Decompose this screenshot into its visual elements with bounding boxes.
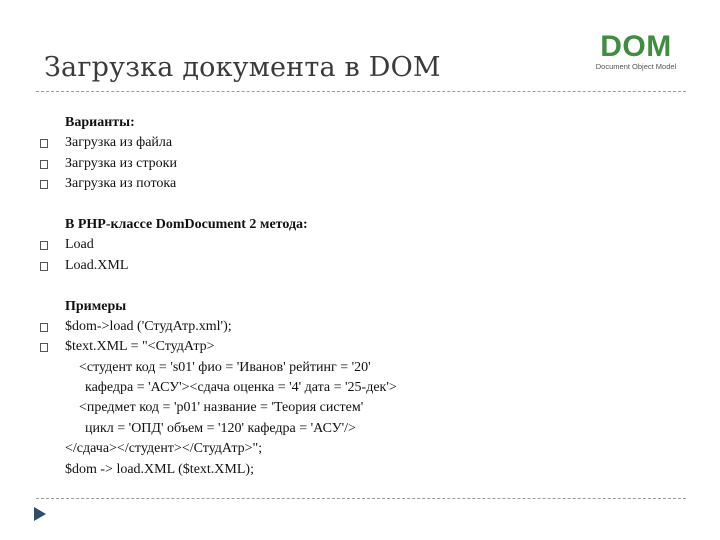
code-line: кафедра = 'АСУ'><сдача оценка = '4' дата = '25-дек'> bbox=[85, 380, 397, 396]
slide-title: Загрузка документа в DOM bbox=[44, 52, 441, 83]
bullet-item bbox=[36, 317, 676, 337]
section-heading: В PHP-классе DomDocument 2 метода: bbox=[65, 216, 308, 232]
bullet-item bbox=[36, 174, 676, 194]
bottom-divider bbox=[36, 498, 686, 499]
top-divider bbox=[36, 91, 686, 92]
square-bullet-icon bbox=[40, 241, 48, 250]
code-line: цикл = 'ОПД' объем = '120' кафедра = 'АСУ'/> bbox=[85, 420, 356, 436]
section-heading: Примеры bbox=[65, 298, 127, 314]
bullet-text: $dom->load ('СтудАтр.xml'); bbox=[65, 318, 232, 334]
square-bullet-icon bbox=[40, 262, 48, 271]
spacer bbox=[36, 195, 676, 215]
bullet-item bbox=[36, 256, 676, 276]
dom-logo bbox=[590, 32, 682, 71]
slide-content bbox=[36, 113, 676, 480]
code-line: </сдача></студент></СтудАтр>"; bbox=[65, 441, 263, 457]
square-bullet-icon bbox=[40, 180, 48, 189]
logo-text: DOM bbox=[600, 30, 672, 63]
code-line: <предмет код = 'p01' название = 'Теория систем' bbox=[79, 400, 364, 416]
play-triangle-icon[interactable] bbox=[34, 507, 46, 521]
square-bullet-icon bbox=[40, 323, 48, 332]
logo-subtitle: Document Object Model bbox=[595, 62, 677, 71]
spacer bbox=[36, 276, 676, 296]
square-bullet-icon bbox=[40, 160, 48, 169]
bullet-text: Загрузка из потока bbox=[65, 176, 177, 192]
bullet-item bbox=[36, 133, 676, 153]
bullet-text: Load.XML bbox=[65, 257, 129, 273]
bullet-item bbox=[36, 235, 676, 255]
bullet-text: Загрузка из файла bbox=[65, 135, 173, 151]
section-heading: Варианты: bbox=[65, 115, 135, 130]
bullet-item bbox=[36, 154, 676, 174]
code-line: <студент код = 's01' фио = 'Иванов' рейтинг = '20' bbox=[79, 359, 371, 375]
bullet-item bbox=[36, 337, 676, 357]
square-bullet-icon bbox=[40, 343, 48, 352]
square-bullet-icon bbox=[40, 139, 48, 148]
bullet-text: $text.XML = "<СтудАтр> bbox=[65, 339, 215, 355]
bullet-text: Загрузка из строки bbox=[65, 155, 177, 171]
code-line: $dom -> load.XML ($text.XML); bbox=[65, 461, 254, 477]
bullet-text: Load bbox=[65, 237, 94, 253]
